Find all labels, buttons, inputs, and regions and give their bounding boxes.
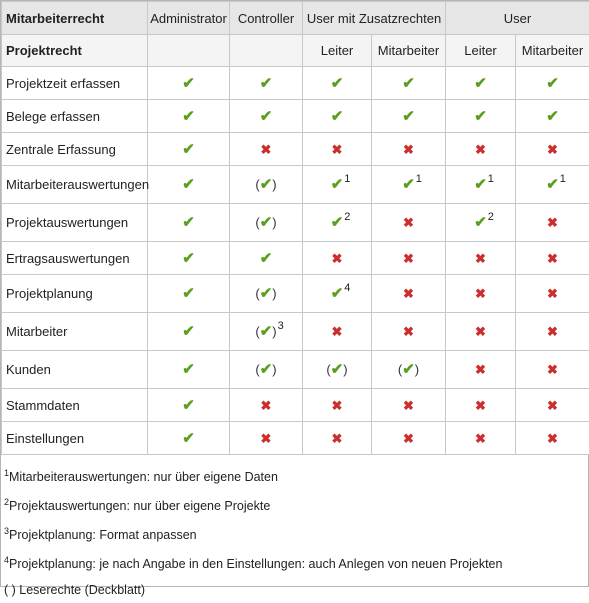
row-label: Kunden — [2, 351, 148, 389]
permission-granted — [402, 177, 415, 192]
permission-cell — [230, 100, 303, 133]
permission-granted — [546, 76, 559, 91]
permissions-table — [1, 1, 589, 455]
permission-denied — [475, 362, 486, 377]
row-label: Projektplanung — [2, 275, 148, 313]
permission-cell — [446, 67, 516, 100]
subheader-cell — [148, 35, 230, 67]
table-row — [2, 313, 589, 351]
permission-cell — [516, 422, 589, 455]
permission-cell — [148, 351, 230, 389]
permission-granted — [182, 142, 195, 157]
permission-cell — [446, 389, 516, 422]
footnote-ref: 2 — [344, 211, 350, 223]
permission-granted — [182, 76, 195, 91]
permission-cell — [446, 204, 516, 242]
check-icon: ✔ — [182, 430, 195, 447]
permission-cell — [303, 275, 372, 313]
permission-granted — [402, 76, 415, 91]
check-icon: ✔ — [182, 250, 195, 267]
permission-cell — [516, 313, 589, 351]
permission-cell — [372, 100, 446, 133]
permission-cell — [372, 351, 446, 389]
check-icon: ✔ — [260, 361, 273, 378]
check-icon: ✔ — [546, 108, 559, 125]
cross-icon: ✖ — [547, 286, 558, 301]
permission-cell — [372, 133, 446, 166]
paren-close: ) — [272, 286, 276, 301]
check-icon: ✔ — [182, 214, 195, 231]
cross-icon: ✖ — [475, 324, 486, 339]
permission-denied — [403, 324, 414, 339]
check-icon: ✔ — [474, 108, 487, 125]
permission-granted — [474, 177, 487, 192]
table-row — [2, 133, 589, 166]
permission-cell — [372, 422, 446, 455]
permission-denied — [475, 286, 486, 301]
row-label: Belege erfassen — [2, 100, 148, 133]
permission-granted — [182, 324, 195, 339]
cross-icon: ✖ — [547, 215, 558, 230]
permission-granted — [546, 109, 559, 124]
permission-cell — [372, 389, 446, 422]
permission-granted — [255, 362, 276, 377]
permission-cell — [230, 351, 303, 389]
check-icon: ✔ — [402, 176, 415, 193]
permission-denied — [403, 431, 414, 446]
permission-granted — [255, 324, 276, 339]
check-icon: ✔ — [546, 176, 559, 193]
permission-denied — [547, 324, 558, 339]
permission-cell — [148, 133, 230, 166]
permission-denied — [547, 362, 558, 377]
subheader-cell — [230, 35, 303, 67]
subheader-row — [2, 35, 589, 67]
permission-denied — [547, 251, 558, 266]
permissions-body — [2, 67, 589, 455]
paren-open: ( — [255, 286, 259, 301]
permission-denied — [403, 286, 414, 301]
header-row — [2, 2, 589, 35]
permission-denied — [403, 398, 414, 413]
check-icon: ✔ — [182, 141, 195, 158]
table-row — [2, 389, 589, 422]
table-row — [2, 204, 589, 242]
footnote-ref: 1 — [488, 173, 494, 185]
paren-close: ) — [272, 324, 276, 339]
permission-denied — [261, 431, 272, 446]
permission-cell — [446, 313, 516, 351]
permission-denied — [475, 431, 486, 446]
subheader-mitarbeiter: Mitarbeiter — [372, 35, 446, 67]
permission-denied — [475, 324, 486, 339]
permission-cell — [372, 166, 446, 204]
row-label: Mitarbeiter — [2, 313, 148, 351]
permission-denied — [403, 251, 414, 266]
permission-granted — [182, 362, 195, 377]
check-icon: ✔ — [260, 323, 273, 340]
permission-granted — [182, 109, 195, 124]
permission-cell — [230, 166, 303, 204]
subheader-corner: Projektrecht — [2, 35, 148, 67]
check-icon: ✔ — [182, 176, 195, 193]
permission-cell — [303, 389, 372, 422]
paren-open: ( — [255, 324, 259, 339]
cross-icon: ✖ — [403, 251, 414, 266]
subheader-leiter: Leiter — [303, 35, 372, 67]
permission-cell — [303, 351, 372, 389]
permission-denied — [547, 431, 558, 446]
permission-granted — [182, 286, 195, 301]
footnote-text: Mitarbeiterauswertungen: nur über eigene Daten — [9, 470, 278, 484]
permission-cell — [372, 275, 446, 313]
table-row — [2, 422, 589, 455]
paren-open: ( — [326, 362, 330, 377]
paren-close: ) — [343, 362, 347, 377]
permission-cell — [148, 100, 230, 133]
permission-cell — [148, 166, 230, 204]
check-icon: ✔ — [331, 108, 344, 125]
header-col-administrator: Administrator — [148, 2, 230, 35]
permission-cell — [446, 133, 516, 166]
footnote-number: 4 — [4, 555, 9, 565]
cross-icon: ✖ — [475, 431, 486, 446]
permission-cell — [516, 204, 589, 242]
check-icon: ✔ — [260, 285, 273, 302]
row-label: Projektzeit erfassen — [2, 67, 148, 100]
footnote-ref: 4 — [344, 282, 350, 294]
footnotes — [1, 455, 588, 603]
cross-icon: ✖ — [403, 286, 414, 301]
permission-denied — [261, 398, 272, 413]
cross-icon: ✖ — [403, 142, 414, 157]
check-icon: ✔ — [331, 285, 344, 302]
permission-denied — [475, 142, 486, 157]
footnote-ref: 1 — [560, 173, 566, 185]
permission-cell — [230, 242, 303, 275]
permission-cell — [372, 67, 446, 100]
paren-close: ) — [415, 362, 419, 377]
cross-icon: ✖ — [261, 431, 272, 446]
check-icon: ✔ — [331, 75, 344, 92]
permission-granted — [331, 286, 344, 301]
table-row — [2, 166, 589, 204]
permission-denied — [475, 251, 486, 266]
footnote-number: 2 — [4, 497, 9, 507]
permission-cell — [230, 133, 303, 166]
footnote-ref: 2 — [488, 211, 494, 223]
permission-granted — [260, 109, 273, 124]
permission-denied — [475, 398, 486, 413]
permission-granted — [182, 177, 195, 192]
check-icon: ✔ — [260, 75, 273, 92]
permission-denied — [403, 215, 414, 230]
permission-cell — [148, 313, 230, 351]
permission-granted — [474, 215, 487, 230]
permission-cell — [516, 166, 589, 204]
footnote-text: Projektauswertungen: nur über eigene Projekte — [9, 499, 270, 513]
check-icon: ✔ — [474, 75, 487, 92]
permission-granted — [260, 76, 273, 91]
table-row — [2, 351, 589, 389]
check-icon: ✔ — [474, 176, 487, 193]
permission-cell — [372, 313, 446, 351]
check-icon: ✔ — [182, 397, 195, 414]
permission-cell — [230, 389, 303, 422]
row-label: Zentrale Erfassung — [2, 133, 148, 166]
permission-denied — [547, 142, 558, 157]
permission-granted — [182, 251, 195, 266]
permission-granted — [182, 398, 195, 413]
paren-open: ( — [255, 177, 259, 192]
permission-cell — [148, 242, 230, 275]
permission-granted — [331, 177, 344, 192]
footnote-number: 1 — [4, 468, 9, 478]
footnote — [4, 519, 588, 548]
permission-cell — [516, 242, 589, 275]
permission-denied — [403, 142, 414, 157]
check-icon: ✔ — [182, 361, 195, 378]
permission-cell — [516, 389, 589, 422]
check-icon: ✔ — [260, 176, 273, 193]
cross-icon: ✖ — [403, 398, 414, 413]
permission-granted — [260, 251, 273, 266]
cross-icon: ✖ — [547, 251, 558, 266]
paren-close: ) — [272, 362, 276, 377]
table-row — [2, 242, 589, 275]
permission-cell — [516, 351, 589, 389]
permission-cell — [148, 275, 230, 313]
legend-text: ( ) Leserechte (Deckblatt) — [4, 578, 588, 603]
header-col-controller: Controller — [230, 2, 303, 35]
check-icon: ✔ — [331, 214, 344, 231]
permission-cell — [516, 133, 589, 166]
permission-denied — [332, 431, 343, 446]
permission-denied — [547, 398, 558, 413]
table-row — [2, 275, 589, 313]
header-col-user: User — [446, 2, 589, 35]
permission-cell — [148, 389, 230, 422]
permission-denied — [261, 142, 272, 157]
paren-open: ( — [398, 362, 402, 377]
permission-granted — [182, 431, 195, 446]
permission-cell — [230, 422, 303, 455]
table-row — [2, 67, 589, 100]
permission-denied — [332, 398, 343, 413]
permission-cell — [446, 100, 516, 133]
permission-granted — [398, 362, 419, 377]
permission-granted — [331, 215, 344, 230]
permission-cell — [446, 351, 516, 389]
permission-cell — [148, 204, 230, 242]
permission-cell — [230, 67, 303, 100]
paren-open: ( — [255, 362, 259, 377]
footnote-list — [4, 461, 588, 578]
check-icon: ✔ — [331, 176, 344, 193]
permission-cell — [446, 242, 516, 275]
row-label: Mitarbeiterauswertungen — [2, 166, 148, 204]
permission-cell — [303, 67, 372, 100]
permission-granted — [331, 109, 344, 124]
permission-denied — [332, 251, 343, 266]
footnote-ref: 3 — [278, 320, 284, 332]
permission-denied — [332, 324, 343, 339]
permission-granted — [331, 76, 344, 91]
permission-cell — [446, 422, 516, 455]
permission-cell — [303, 133, 372, 166]
permission-granted — [326, 362, 347, 377]
permission-granted — [255, 215, 276, 230]
header-corner: Mitarbeiterrecht — [2, 2, 148, 35]
check-icon: ✔ — [260, 214, 273, 231]
permission-cell — [446, 275, 516, 313]
permission-granted — [255, 177, 276, 192]
permission-denied — [332, 142, 343, 157]
permission-cell — [516, 67, 589, 100]
cross-icon: ✖ — [475, 362, 486, 377]
cross-icon: ✖ — [261, 142, 272, 157]
permission-cell — [303, 422, 372, 455]
cross-icon: ✖ — [547, 362, 558, 377]
footnote-number: 3 — [4, 526, 9, 536]
cross-icon: ✖ — [547, 398, 558, 413]
cross-icon: ✖ — [475, 398, 486, 413]
permission-cell — [148, 422, 230, 455]
cross-icon: ✖ — [475, 142, 486, 157]
footnote — [4, 461, 588, 490]
permission-cell — [303, 313, 372, 351]
permission-denied — [547, 286, 558, 301]
permission-granted — [474, 109, 487, 124]
footnote — [4, 490, 588, 519]
footnote — [4, 548, 588, 577]
check-icon: ✔ — [260, 108, 273, 125]
check-icon: ✔ — [182, 285, 195, 302]
row-label: Ertragsauswertungen — [2, 242, 148, 275]
header-col-user-zusatzrechte: User mit Zusatzrechten — [303, 2, 446, 35]
permission-cell — [303, 100, 372, 133]
cross-icon: ✖ — [475, 251, 486, 266]
cross-icon: ✖ — [332, 398, 343, 413]
check-icon: ✔ — [402, 75, 415, 92]
permission-cell — [516, 100, 589, 133]
row-label: Projektauswertungen — [2, 204, 148, 242]
cross-icon: ✖ — [475, 286, 486, 301]
check-icon: ✔ — [402, 361, 415, 378]
cross-icon: ✖ — [332, 251, 343, 266]
footnote-text: Projektplanung: je nach Angabe in den Einstellungen: auch Anlegen von neuen Projekten — [9, 558, 502, 572]
paren-close: ) — [272, 215, 276, 230]
cross-icon: ✖ — [332, 324, 343, 339]
cross-icon: ✖ — [403, 215, 414, 230]
footnote-text: Projektplanung: Format anpassen — [9, 528, 197, 542]
subheader-leiter: Leiter — [446, 35, 516, 67]
permission-cell — [303, 204, 372, 242]
permission-cell — [372, 204, 446, 242]
cross-icon: ✖ — [403, 431, 414, 446]
permission-granted — [402, 109, 415, 124]
footnote-ref: 1 — [344, 173, 350, 185]
permission-cell — [303, 166, 372, 204]
cross-icon: ✖ — [332, 431, 343, 446]
check-icon: ✔ — [546, 75, 559, 92]
paren-open: ( — [255, 215, 259, 230]
permission-cell — [303, 242, 372, 275]
cross-icon: ✖ — [332, 142, 343, 157]
permission-cell — [516, 275, 589, 313]
permission-granted — [474, 76, 487, 91]
table-row — [2, 100, 589, 133]
cross-icon: ✖ — [261, 398, 272, 413]
permission-cell — [230, 275, 303, 313]
permission-granted — [546, 177, 559, 192]
permission-cell — [446, 166, 516, 204]
permission-denied — [547, 215, 558, 230]
check-icon: ✔ — [260, 250, 273, 267]
paren-close: ) — [272, 177, 276, 192]
check-icon: ✔ — [402, 108, 415, 125]
check-icon: ✔ — [182, 323, 195, 340]
cross-icon: ✖ — [547, 324, 558, 339]
permission-granted — [255, 286, 276, 301]
permission-granted — [182, 215, 195, 230]
row-label: Einstellungen — [2, 422, 148, 455]
permission-cell — [230, 204, 303, 242]
row-label: Stammdaten — [2, 389, 148, 422]
permission-cell — [148, 67, 230, 100]
cross-icon: ✖ — [547, 142, 558, 157]
footnote-ref: 1 — [416, 173, 422, 185]
check-icon: ✔ — [182, 75, 195, 92]
check-icon: ✔ — [331, 361, 344, 378]
check-icon: ✔ — [474, 214, 487, 231]
subheader-mitarbeiter: Mitarbeiter — [516, 35, 589, 67]
cross-icon: ✖ — [547, 431, 558, 446]
permission-cell — [230, 313, 303, 351]
permission-cell — [372, 242, 446, 275]
cross-icon: ✖ — [403, 324, 414, 339]
check-icon: ✔ — [182, 108, 195, 125]
